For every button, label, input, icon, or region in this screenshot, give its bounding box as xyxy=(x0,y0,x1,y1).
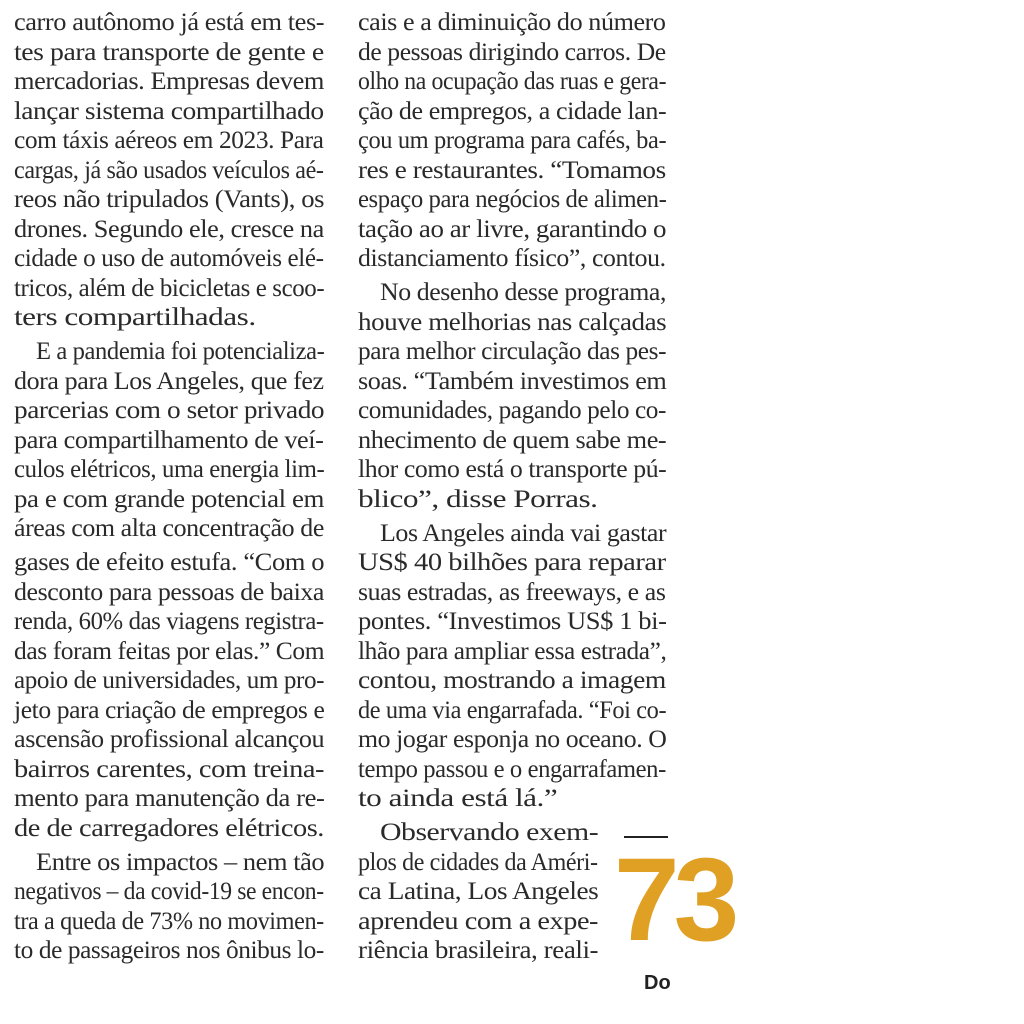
left-column-line: drones. Segundo ele, cresce na xyxy=(14,215,324,243)
right-column-line: aprendeu com a expe- xyxy=(358,907,599,935)
right-column-line: nhecimento de quem sabe me- xyxy=(358,426,667,454)
right-column-line: lhor como está o transporte pú- xyxy=(358,456,667,483)
right-column-line: US$ 40 bilhões para reparar xyxy=(358,549,666,576)
pull-quote-caption: Do xyxy=(644,972,671,994)
right-column-line: Los Angeles ainda vai gastar xyxy=(380,519,667,547)
right-column-line: cais e a diminuição do número xyxy=(358,9,666,36)
left-column-line: pa e com grande potencial em xyxy=(14,485,324,513)
left-column-line: carro autônomo já está em tes- xyxy=(14,9,325,36)
right-column-line: suas estradas, as freeways, e as xyxy=(358,578,666,606)
left-column-line: dora para Los Angeles, que fez xyxy=(14,367,324,395)
right-column-line: res e restaurantes. “Tomamos xyxy=(358,156,666,184)
left-column-line: Entre os impactos – nem tão xyxy=(36,848,325,876)
right-column-line: plos de cidades da Améri- xyxy=(358,848,598,876)
right-column-line: Observando exem- xyxy=(380,819,599,846)
right-column-line: tempo passou e o engarrafamen- xyxy=(358,755,666,783)
left-column-line: jeto para criação de empregos e xyxy=(14,696,325,724)
right-column-line: No desenho desse programa, xyxy=(380,279,667,306)
left-column-line: tricos, além de bicicletas e scoo- xyxy=(14,274,325,302)
left-column-line: para compartilhamento de veí- xyxy=(14,426,324,454)
left-column-line: lançar sistema compartilhado xyxy=(14,97,324,125)
right-column-line: olho na ocupação das ruas e gera- xyxy=(358,68,667,95)
left-column-line: culos elétricos, uma energia lim- xyxy=(14,456,325,483)
right-column-line: de uma via engarrafada. “Foi co- xyxy=(358,696,667,724)
left-column-line: áreas com alta concentração de xyxy=(14,515,324,542)
left-column-line: renda, 60% das viagens registra- xyxy=(14,608,324,635)
left-column-line: ascensão profissional alcançou xyxy=(14,726,325,753)
right-column-line: to ainda está lá.” xyxy=(358,785,558,812)
left-column-line: desconto para pessoas de baixa xyxy=(14,578,324,606)
right-column-line: contou, mostrando a imagem xyxy=(358,667,666,694)
right-column-line: pontes. “Investimos US$ 1 bi- xyxy=(358,608,667,635)
right-column-line: tação ao ar livre, garantindo o xyxy=(358,215,667,243)
left-column-line: tra a queda de 73% no movimen- xyxy=(14,907,324,935)
left-column-line: bairros carentes, com treina- xyxy=(14,755,324,783)
right-column-line: riência brasileira, reali- xyxy=(358,937,599,964)
left-column-line: E a pandemia foi potencializa- xyxy=(36,338,325,365)
left-column-line: gases de efeito estufa. “Com o xyxy=(14,549,325,576)
right-column-line: çou um programa para cafés, ba- xyxy=(358,127,667,154)
right-column-line: distanciamento físico”, contou. xyxy=(358,245,666,272)
left-column-line: com táxis aéreos em 2023. Para xyxy=(14,127,324,154)
right-column-line: espaço para negócios de alimen- xyxy=(358,186,667,213)
pull-quote-number xyxy=(614,834,734,966)
right-column-line: ção de empregos, a cidade lan- xyxy=(358,97,667,125)
right-column-line: de pessoas dirigindo carros. De xyxy=(358,38,666,66)
left-column-line: de de carregadores elétricos. xyxy=(14,814,324,842)
right-column-line: soas. “Também investimos em xyxy=(358,367,667,395)
left-column-line: to de passageiros nos ônibus lo- xyxy=(14,937,324,964)
left-column-line: parcerias com o setor privado xyxy=(14,397,325,424)
right-column-line: mo jogar esponja no oceano. O xyxy=(358,726,667,753)
left-column-line: cidade o uso de automóveis elé- xyxy=(14,245,324,272)
left-column-line: tes para transporte de gente e xyxy=(14,38,324,66)
right-column-line: ca Latina, Los Angeles xyxy=(358,878,599,905)
left-column-line: cargas, já são usados veículos aé- xyxy=(14,156,324,184)
left-column-line: apoio de universidades, um pro- xyxy=(14,667,325,694)
right-column-line: para melhor circulação das pes- xyxy=(358,338,667,365)
right-column-line: houve melhorias nas calçadas xyxy=(358,308,667,336)
right-column-line: lhão para ampliar essa estrada”, xyxy=(358,637,667,665)
left-column-line: negativos – da covid-19 se encon- xyxy=(14,878,324,905)
right-column-line: blico”, disse Porras. xyxy=(358,485,598,513)
left-column-line: mercadorias. Empresas devem xyxy=(14,68,324,95)
pull-quote-number-text: 73 xyxy=(614,834,734,966)
left-column-line: das foram feitas por elas.” Com xyxy=(14,637,325,665)
right-column-line: comunidades, pagando pelo co- xyxy=(358,397,666,424)
left-column-line: reos não tripulados (Vants), os xyxy=(14,186,325,213)
left-column-line: mento para manutenção da re- xyxy=(14,785,325,812)
left-column-line: ters compartilhadas. xyxy=(14,304,256,331)
